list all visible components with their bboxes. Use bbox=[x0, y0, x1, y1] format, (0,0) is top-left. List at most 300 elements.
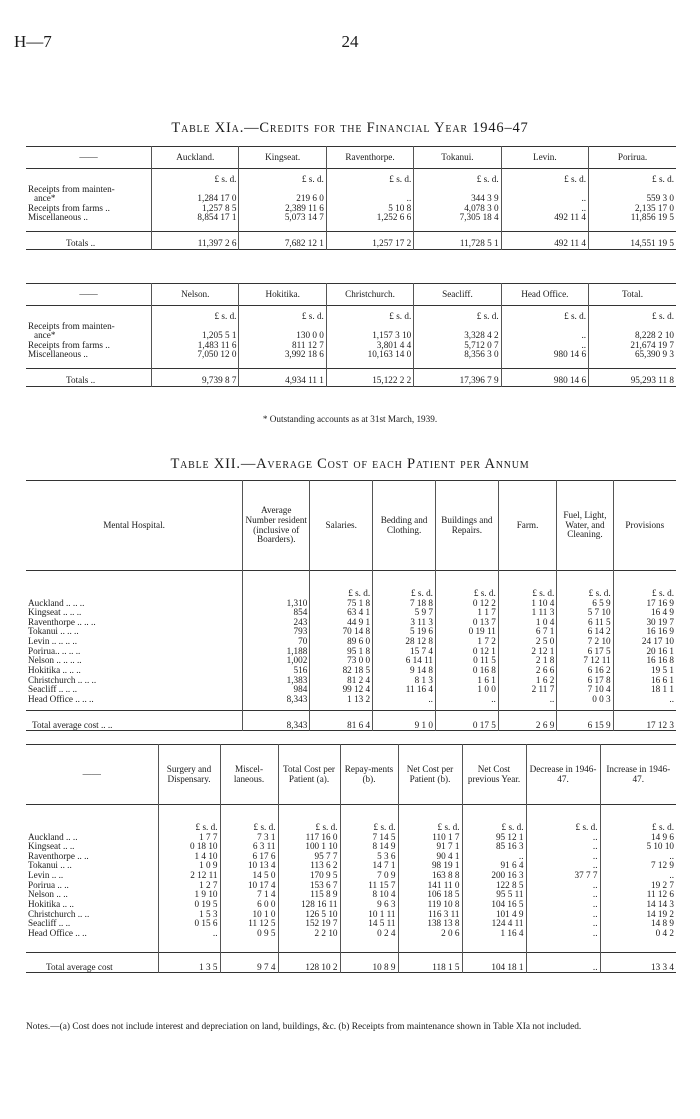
cell: 9 14 8 bbox=[373, 666, 436, 676]
cell: 7 14 5 bbox=[340, 833, 398, 843]
cell: 118 1 5 bbox=[398, 953, 462, 973]
cell: 141 11 0 bbox=[398, 881, 462, 891]
cell: 17,396 7 9 bbox=[414, 368, 501, 386]
cell: 1,483 11 6 bbox=[152, 341, 239, 351]
cell: 115 8 9 bbox=[278, 890, 340, 900]
cell: 2,135 17 0 bbox=[589, 204, 676, 214]
col-head: Bedding and Clothing. bbox=[373, 481, 436, 571]
lsd-unit: £ s. d. bbox=[414, 306, 501, 322]
cell: 1 1 7 bbox=[435, 608, 498, 618]
row-label: Hokitika .. .. bbox=[28, 899, 74, 910]
table-row bbox=[26, 350, 676, 360]
lsd-unit: £ s. d. bbox=[152, 169, 239, 185]
cell: .. bbox=[326, 185, 413, 204]
cell: 0 4 2 bbox=[600, 929, 676, 939]
cell: 65,390 9 3 bbox=[589, 350, 676, 360]
cell: 5 19 6 bbox=[373, 627, 436, 637]
cell: 81 2 4 bbox=[310, 676, 373, 686]
cell: .. bbox=[462, 852, 526, 862]
lsd-unit: £ s. d. bbox=[435, 571, 498, 599]
cell: 5 10 8 bbox=[326, 204, 413, 214]
cell: 130 0 0 bbox=[239, 322, 326, 341]
cell: 8 1 3 bbox=[373, 676, 436, 686]
cell: 492 11 4 bbox=[501, 231, 588, 249]
cell: 1 3 5 bbox=[158, 953, 220, 973]
col-head: Kingseat. bbox=[239, 147, 326, 169]
cell: 811 12 7 bbox=[239, 341, 326, 351]
cell: 0 15 6 bbox=[158, 919, 220, 929]
cell: 20 16 1 bbox=[613, 647, 676, 657]
cell: 70 bbox=[243, 637, 310, 647]
cell: 6 16 2 bbox=[557, 666, 613, 676]
col-head: Porirua. bbox=[589, 147, 676, 169]
col-dash: —— bbox=[79, 151, 98, 162]
cell: 30 19 7 bbox=[613, 618, 676, 628]
cell: 128 16 11 bbox=[278, 900, 340, 910]
lsd-unit: £ s. d. bbox=[326, 169, 413, 185]
col-head: Levin. bbox=[501, 147, 588, 169]
lsd-unit: £ s. d. bbox=[340, 805, 398, 833]
table-row bbox=[26, 919, 676, 929]
col-head: Net Cost per Patient (b). bbox=[398, 745, 462, 805]
table-xii-part-b bbox=[26, 744, 676, 973]
cell: 1,284 17 0 bbox=[152, 185, 239, 204]
cell: .. bbox=[158, 929, 220, 939]
row-label: Receipts from mainten- ance* bbox=[28, 320, 115, 341]
cell: 0 13 7 bbox=[435, 618, 498, 628]
cell: 6 17 8 bbox=[557, 676, 613, 686]
cell: 1 7 7 bbox=[158, 833, 220, 843]
cell: .. bbox=[613, 695, 676, 705]
cell: 1,205 5 1 bbox=[152, 322, 239, 341]
lsd-unit: £ s. d. bbox=[462, 805, 526, 833]
cell: .. bbox=[526, 852, 600, 862]
cell: 10 8 9 bbox=[340, 953, 398, 973]
row-label: Tokanui .. .. bbox=[28, 860, 72, 871]
cell: 21,674 19 7 bbox=[589, 341, 676, 351]
lsd-unit: £ s. d. bbox=[326, 306, 413, 322]
table-row bbox=[26, 842, 676, 852]
row-label: Kingseat .. .. bbox=[28, 841, 75, 852]
cell: 13 3 4 bbox=[600, 953, 676, 973]
cell: 14 19 2 bbox=[600, 910, 676, 920]
col-dash: —— bbox=[79, 288, 98, 299]
cell: 122 8 5 bbox=[462, 881, 526, 891]
cell: .. bbox=[501, 204, 588, 214]
lsd-unit: £ s. d. bbox=[498, 571, 557, 599]
cell: 7 12 9 bbox=[600, 861, 676, 871]
cell: 7 2 10 bbox=[557, 637, 613, 647]
row-label: Seacliff .. .. bbox=[28, 918, 71, 929]
cell: 11,856 19 5 bbox=[589, 213, 676, 223]
table-row bbox=[26, 695, 676, 705]
cell: 6 17 6 bbox=[220, 852, 278, 862]
table-xii-part-a bbox=[26, 480, 676, 731]
cell: 152 19 7 bbox=[278, 919, 340, 929]
notes: Notes.—(a) Cost does not include interest and depreciation on land, buildings, &c. (b) Receipts from maintenance shown in Table XIa not included. bbox=[26, 1022, 582, 1032]
row-label: Receipts from farms .. bbox=[28, 202, 110, 213]
cell: 1 6 1 bbox=[435, 676, 498, 686]
cell: 15 7 4 bbox=[373, 647, 436, 657]
cell: 14 8 9 bbox=[600, 919, 676, 929]
cell: .. bbox=[526, 842, 600, 852]
cell: 3,801 4 4 bbox=[326, 341, 413, 351]
cell: 10 1 0 bbox=[220, 910, 278, 920]
cell: .. bbox=[526, 919, 600, 929]
cell: 16 4 9 bbox=[613, 608, 676, 618]
row-label: Auckland .. .. .. bbox=[28, 597, 85, 608]
cell: 14 5 11 bbox=[340, 919, 398, 929]
row-label: Miscellaneous .. bbox=[28, 349, 88, 360]
cell: 126 5 10 bbox=[278, 910, 340, 920]
cell: 7 12 11 bbox=[557, 656, 613, 666]
cell: 14 14 3 bbox=[600, 900, 676, 910]
table-row bbox=[26, 910, 676, 920]
cell: 106 18 5 bbox=[398, 890, 462, 900]
cell: .. bbox=[600, 852, 676, 862]
table-row bbox=[26, 881, 676, 891]
cell: 99 12 4 bbox=[310, 685, 373, 695]
footnote: * Outstanding accounts as at 31st March, 1939. bbox=[262, 414, 438, 424]
row-label: Nelson .. .. .. .. bbox=[28, 655, 82, 666]
cell: 243 bbox=[243, 618, 310, 628]
cell: 91 7 1 bbox=[398, 842, 462, 852]
cell: 559 3 0 bbox=[589, 185, 676, 204]
cell: 7,305 18 4 bbox=[414, 213, 501, 223]
cell: 0 0 3 bbox=[557, 695, 613, 705]
row-label: Receipts from farms .. bbox=[28, 339, 110, 350]
lsd-unit: £ s. d. bbox=[526, 805, 600, 833]
cell: 170 9 5 bbox=[278, 871, 340, 881]
cell: 2 12 11 bbox=[158, 871, 220, 881]
cell: 116 3 11 bbox=[398, 910, 462, 920]
col-head: Increase in 1946-47. bbox=[600, 745, 676, 805]
cell: 0 16 8 bbox=[435, 666, 498, 676]
cell: 81 6 4 bbox=[310, 711, 373, 731]
table-xia-title: Table XIa.—Credits for the Financial Year 1946–47 bbox=[171, 120, 529, 136]
col-head: Farm. bbox=[498, 481, 557, 571]
cell: 24 17 10 bbox=[613, 637, 676, 647]
cell: 10,163 14 0 bbox=[326, 350, 413, 360]
cell: .. bbox=[526, 900, 600, 910]
cell: .. bbox=[526, 881, 600, 891]
cell: 2 6 6 bbox=[498, 666, 557, 676]
totals-row bbox=[26, 368, 676, 386]
cell: 90 4 1 bbox=[398, 852, 462, 862]
cell: 104 18 1 bbox=[462, 953, 526, 973]
cell: 1,188 bbox=[243, 647, 310, 657]
cell: 6 15 9 bbox=[557, 711, 613, 731]
cell: .. bbox=[526, 953, 600, 973]
totals-row bbox=[26, 231, 676, 249]
table-xii-title: Table XII.—Average Cost of each Patient per Annum bbox=[170, 456, 530, 472]
cell: 91 6 4 bbox=[462, 861, 526, 871]
cell: .. bbox=[526, 890, 600, 900]
col-head: Head Office. bbox=[501, 284, 588, 306]
cell: .. bbox=[498, 695, 557, 705]
cell: 8,343 bbox=[243, 711, 310, 731]
row-label: Miscellaneous .. bbox=[28, 212, 88, 223]
cell: 1 9 10 bbox=[158, 890, 220, 900]
cell: 0 12 1 bbox=[435, 647, 498, 657]
cell: 8 10 4 bbox=[340, 890, 398, 900]
col-head: Fuel, Light, Water, and Cleaning. bbox=[557, 481, 613, 571]
col-head: Decrease in 1946-47. bbox=[526, 745, 600, 805]
cell: 163 8 8 bbox=[398, 871, 462, 881]
cell: .. bbox=[526, 833, 600, 843]
row-label: Total average cost .. .. bbox=[32, 719, 113, 730]
row-label: Porirua .. .. bbox=[28, 879, 69, 890]
cell: .. bbox=[526, 861, 600, 871]
cell: 0 11 5 bbox=[435, 656, 498, 666]
cell: 63 4 1 bbox=[310, 608, 373, 618]
cell: 2 2 10 bbox=[278, 929, 340, 939]
cell: 0 18 10 bbox=[158, 842, 220, 852]
cell: 5,712 0 7 bbox=[414, 341, 501, 351]
cell: 98 19 1 bbox=[398, 861, 462, 871]
row-label: Auckland .. .. bbox=[28, 831, 78, 842]
cell: 11,728 5 1 bbox=[414, 231, 501, 249]
table-row bbox=[26, 322, 676, 341]
cell: 95 5 11 bbox=[462, 890, 526, 900]
table-row bbox=[26, 833, 676, 843]
row-label: Raventhorpe .. .. bbox=[28, 850, 89, 861]
row-label: Receipts from mainten- ance* bbox=[28, 183, 115, 204]
cell: 7 3 1 bbox=[220, 833, 278, 843]
cell: 19 5 1 bbox=[613, 666, 676, 676]
col-head: Net Cost previous Year. bbox=[462, 745, 526, 805]
row-label: Total average cost bbox=[46, 961, 113, 972]
cell: 3 11 3 bbox=[373, 618, 436, 628]
row-label: Totals .. bbox=[66, 374, 96, 385]
cell: 1,252 6 6 bbox=[326, 213, 413, 223]
cell: 0 12 2 bbox=[435, 599, 498, 609]
cell: 1 4 10 bbox=[158, 852, 220, 862]
lsd-unit: £ s. d. bbox=[589, 169, 676, 185]
lsd-unit: £ s. d. bbox=[239, 306, 326, 322]
cell: 70 14 8 bbox=[310, 627, 373, 637]
cell: 153 6 7 bbox=[278, 881, 340, 891]
cell: 219 6 0 bbox=[239, 185, 326, 204]
cell: 9,739 8 7 bbox=[152, 368, 239, 386]
lsd-unit: £ s. d. bbox=[600, 805, 676, 833]
cell: 1 10 4 bbox=[498, 599, 557, 609]
cell: 0 19 5 bbox=[158, 900, 220, 910]
cell: 980 14 6 bbox=[501, 350, 588, 360]
table-row bbox=[26, 890, 676, 900]
totals-row bbox=[26, 953, 676, 973]
table-row bbox=[26, 929, 676, 939]
cell: 8,343 bbox=[243, 695, 310, 705]
cell: 2 6 9 bbox=[498, 711, 557, 731]
cell: 1 2 7 bbox=[158, 881, 220, 891]
cell: 2 11 7 bbox=[498, 685, 557, 695]
col-head: Miscel-laneous. bbox=[220, 745, 278, 805]
cell: 73 0 0 bbox=[310, 656, 373, 666]
cell: 2 0 6 bbox=[398, 929, 462, 939]
lsd-unit: £ s. d. bbox=[414, 169, 501, 185]
cell: 95,293 11 8 bbox=[589, 368, 676, 386]
cell: 28 12 8 bbox=[373, 637, 436, 647]
cell: .. bbox=[373, 695, 436, 705]
cell: 85 16 3 bbox=[462, 842, 526, 852]
cell: 124 4 11 bbox=[462, 919, 526, 929]
cell: 10 17 4 bbox=[220, 881, 278, 891]
col-head: Christchurch. bbox=[326, 284, 413, 306]
doc-ref: H—7 bbox=[14, 32, 52, 51]
row-label: Nelson .. .. bbox=[28, 889, 68, 900]
cell: .. bbox=[501, 185, 588, 204]
cell: 95 7 7 bbox=[278, 852, 340, 862]
col-head: Seacliff. bbox=[414, 284, 501, 306]
cell: 2 5 0 bbox=[498, 637, 557, 647]
table-row bbox=[26, 852, 676, 862]
cell: 95 12 1 bbox=[462, 833, 526, 843]
cell: 1,002 bbox=[243, 656, 310, 666]
cell: 854 bbox=[243, 608, 310, 618]
cell: 18 1 1 bbox=[613, 685, 676, 695]
cell: 6 3 11 bbox=[220, 842, 278, 852]
row-label: Christchurch .. .. .. bbox=[28, 674, 97, 685]
cell: 5 10 10 bbox=[600, 842, 676, 852]
cell: 95 1 8 bbox=[310, 647, 373, 657]
cell: 104 16 5 bbox=[462, 900, 526, 910]
cell: 980 14 6 bbox=[501, 368, 588, 386]
col-head: Provisions bbox=[613, 481, 676, 571]
cell: .. bbox=[600, 871, 676, 881]
cell: 0 2 4 bbox=[340, 929, 398, 939]
col-head: Average Number resident (inclusive of Boarders). bbox=[243, 481, 310, 571]
row-label: Head Office .. .. bbox=[28, 928, 87, 939]
cell: 10 1 11 bbox=[340, 910, 398, 920]
row-label: Porirua.. .. .. .. bbox=[28, 645, 81, 656]
cell: 7 10 4 bbox=[557, 685, 613, 695]
cell: 344 3 9 bbox=[414, 185, 501, 204]
cell: 119 10 8 bbox=[398, 900, 462, 910]
cell: 200 16 3 bbox=[462, 871, 526, 881]
lsd-unit: £ s. d. bbox=[398, 805, 462, 833]
cell: 1,157 3 10 bbox=[326, 322, 413, 341]
cell: 128 10 2 bbox=[278, 953, 340, 973]
cell: 3,328 4 2 bbox=[414, 322, 501, 341]
cell: 1 11 3 bbox=[498, 608, 557, 618]
cell: 1,257 17 2 bbox=[326, 231, 413, 249]
cell: .. bbox=[435, 695, 498, 705]
row-label: Levin .. .. bbox=[28, 870, 64, 881]
table-row bbox=[26, 213, 676, 223]
cell: 15,122 2 2 bbox=[326, 368, 413, 386]
cell: 8 14 9 bbox=[340, 842, 398, 852]
lsd-unit: £ s. d. bbox=[589, 306, 676, 322]
lsd-unit: £ s. d. bbox=[613, 571, 676, 599]
cell: 14 5 0 bbox=[220, 871, 278, 881]
lsd-unit: £ s. d. bbox=[278, 805, 340, 833]
cell: 3,992 18 6 bbox=[239, 350, 326, 360]
cell: 17 12 3 bbox=[613, 711, 676, 731]
cell: 11 16 4 bbox=[373, 685, 436, 695]
cell: 1 5 3 bbox=[158, 910, 220, 920]
lsd-unit: £ s. d. bbox=[220, 805, 278, 833]
cell: 100 1 10 bbox=[278, 842, 340, 852]
cell: 14 7 1 bbox=[340, 861, 398, 871]
cell: 1 0 9 bbox=[158, 861, 220, 871]
cell: 6 14 2 bbox=[557, 627, 613, 637]
cell: 9 7 4 bbox=[220, 953, 278, 973]
col-head-hospital: Mental Hospital. bbox=[103, 519, 165, 530]
cell: 7,050 12 0 bbox=[152, 350, 239, 360]
cell: 10 13 4 bbox=[220, 861, 278, 871]
cell: 1,310 bbox=[243, 599, 310, 609]
col-head: Repay-ments (b). bbox=[340, 745, 398, 805]
lsd-unit: £ s. d. bbox=[310, 571, 373, 599]
row-label: Head Office .. .. .. bbox=[28, 694, 94, 705]
cell: 9 1 0 bbox=[373, 711, 436, 731]
cell: 44 9 1 bbox=[310, 618, 373, 628]
col-head: Surgery and Dispensary. bbox=[158, 745, 220, 805]
cell: 7,682 12 1 bbox=[239, 231, 326, 249]
table-row bbox=[26, 185, 676, 204]
cell: 19 2 7 bbox=[600, 881, 676, 891]
cell: 1 16 4 bbox=[462, 929, 526, 939]
lsd-unit: £ s. d. bbox=[158, 805, 220, 833]
cell: 1,383 bbox=[243, 676, 310, 686]
cell: 8,854 17 1 bbox=[152, 213, 239, 223]
row-label: Seacliff .. .. .. bbox=[28, 684, 78, 695]
cell: 110 1 7 bbox=[398, 833, 462, 843]
col-head: Raventhorpe. bbox=[326, 147, 413, 169]
cell: 1 7 2 bbox=[435, 637, 498, 647]
cell: 0 19 11 bbox=[435, 627, 498, 637]
cell: 5 7 10 bbox=[557, 608, 613, 618]
cell: 7 1 4 bbox=[220, 890, 278, 900]
col-head: Nelson. bbox=[152, 284, 239, 306]
lsd-unit: £ s. d. bbox=[501, 169, 588, 185]
cell: 17 16 9 bbox=[613, 599, 676, 609]
cell: 16 6 1 bbox=[613, 676, 676, 686]
lsd-unit: £ s. d. bbox=[373, 571, 436, 599]
cell: 1 6 2 bbox=[498, 676, 557, 686]
col-head: Buildings and Repairs. bbox=[435, 481, 498, 571]
cell: 0 9 5 bbox=[220, 929, 278, 939]
cell: 6 0 0 bbox=[220, 900, 278, 910]
col-head: Salaries. bbox=[310, 481, 373, 571]
page-header bbox=[14, 32, 686, 52]
row-label: Kingseat .. .. .. bbox=[28, 607, 82, 618]
cell: 1,257 8 5 bbox=[152, 204, 239, 214]
cell: 4,078 3 0 bbox=[414, 204, 501, 214]
cell: 984 bbox=[243, 685, 310, 695]
table-xia-part-a bbox=[26, 146, 676, 250]
cell: 14,551 19 5 bbox=[589, 231, 676, 249]
cell: 2 12 1 bbox=[498, 647, 557, 657]
cell: .. bbox=[501, 341, 588, 351]
cell: 113 6 2 bbox=[278, 861, 340, 871]
cell: 75 1 8 bbox=[310, 599, 373, 609]
cell: 7 0 9 bbox=[340, 871, 398, 881]
col-head: Auckland. bbox=[152, 147, 239, 169]
cell: 82 18 5 bbox=[310, 666, 373, 676]
col-head: Tokanui. bbox=[414, 147, 501, 169]
table-xia-part-b bbox=[26, 283, 676, 387]
lsd-unit: £ s. d. bbox=[152, 306, 239, 322]
cell: 6 17 5 bbox=[557, 647, 613, 657]
col-head: Hokitika. bbox=[239, 284, 326, 306]
lsd-unit: £ s. d. bbox=[239, 169, 326, 185]
cell: 11,397 2 6 bbox=[152, 231, 239, 249]
row-label: Totals .. bbox=[66, 237, 96, 248]
table-row bbox=[26, 871, 676, 881]
cell: 5,073 14 7 bbox=[239, 213, 326, 223]
